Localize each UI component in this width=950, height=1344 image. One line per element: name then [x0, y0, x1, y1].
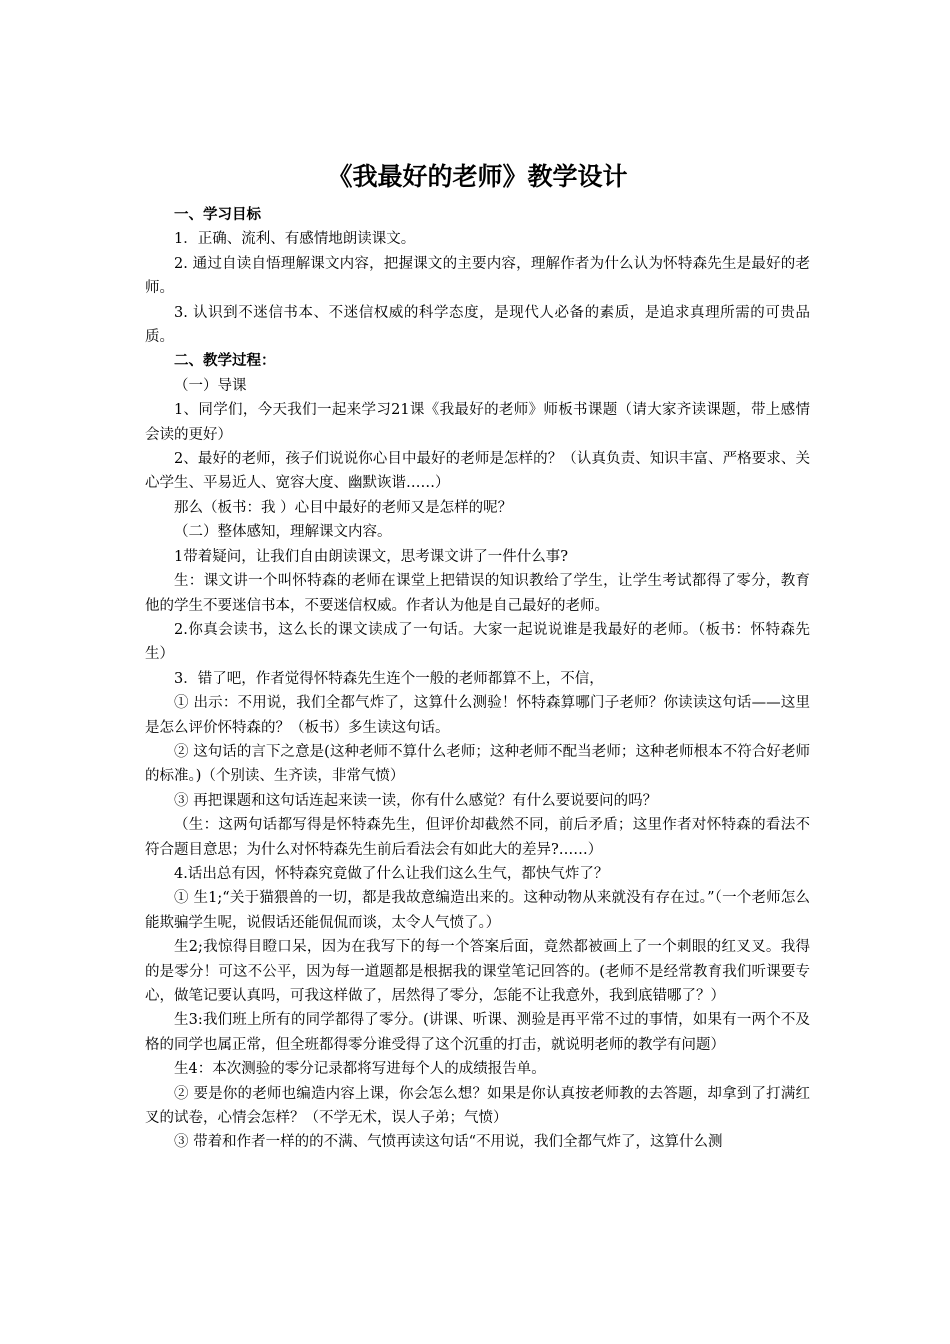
paragraph: 3. 认识到不迷信书本、不迷信权威的科学态度，是现代人必备的素质，是追求真理所需的可贵品质。: [145, 304, 810, 346]
paragraph: 3．错了吧，作者觉得怀特森先生连个一般的老师都算不上，不信，: [174, 670, 604, 687]
paragraph: ① 生1;“关于猫猥兽的一切，都是我故意编造出来的。这种动物从来就没有存在过。”（一个老师怎么能欺骗学生呢，说假话还能侃侃而谈，太令人气愤了。）: [145, 890, 810, 931]
paragraph: ③ 带着和作者一样的的不满、气愤再读这句话“不用说，我们全都气炸了，这算什么测: [174, 1134, 723, 1151]
paragraph: （一）导课: [174, 377, 247, 394]
paragraph: 1．正确、流利、有感情地朗读课文。: [174, 231, 416, 248]
document-title: 《我最好的老师》教学设计: [327, 162, 628, 191]
paragraph: 2、最好的老师，孩子们说说你心目中最好的老师是怎样的？（认真负责、知识丰富、严格要求、关心学生、平易近人、宽容大度、幽默诙谐……）: [145, 451, 810, 492]
paragraph: ② 要是你的老师也编造内容上课，你会怎么想？如果是你认真按老师教的去答题，却拿到了打满红叉的试卷，心情会怎样？（不学无术，误人子弟；气愤）: [145, 1085, 810, 1127]
paragraph: 生：课文讲一个叫怀特森的老师在课堂上把错误的知识教给了学生，让学生考试都得了零分，教育他的学生不要迷信书本，不要迷信权威。作者认为他是自己最好的老师。: [145, 573, 810, 614]
paragraph: 生2;我惊得目瞪口呆，因为在我写下的每一个答案后面，竟然都被画上了一个刺眼的红叉叉。我得的是零分！可这不公平，因为每一道题都是根据我的课堂笔记回答的。(老师不是经常教育我们听课要专心，做笔记要认真吗，可我这样做了，居然得了零分，怎能不让我意外，我到底错哪了？）: [145, 939, 810, 1004]
document-page: [145, 155, 810, 1155]
paragraph: ① 出示：不用说，我们全都气炸了，这算什么测验！怀特森算哪门子老师？你读读这句话——这里是怎么评价怀特森的？（板书）多生读这句话。: [145, 695, 810, 736]
paragraph: （生：这两句话都写得是怀特森先生，但评价却截然不同，前后矛盾；这里作者对怀特森的看法不符合题目意思；为什么对怀特森先生前后看法会有如此大的差异?……）: [145, 817, 810, 858]
paragraph: 生3:我们班上所有的同学都得了零分。(讲课、听课、测验是再平常不过的事情，如果有一两个不及格的同学也属正常，但全班都得零分谁受得了这个沉重的打击，就说明老师的教学有问题）: [145, 1012, 810, 1053]
section-heading: 二、教学过程：: [174, 352, 276, 370]
section-heading: 一、学习目标: [174, 206, 261, 223]
paragraph: 1、同学们，今天我们一起来学习21课《我最好的老师》师板书课题（请大家齐读课题，带上感情会读的更好）: [145, 402, 810, 443]
paragraph: 2.你真会读书，这么长的课文读成了一句话。大家一起说说谁是我最好的老师。（板书：怀特森先生）: [145, 621, 810, 663]
paragraph: ② 这句话的言下之意是(这种老师不算什么老师；这种老师不配当老师；这种老师根本不符合好老师的标准。)（个别读、生齐读，非常气愤）: [145, 743, 810, 785]
paragraph: 4.话出总有因，怀特森究竟做了什么让我们这么生气，都快气炸了？: [174, 865, 609, 882]
paragraph: 1带着疑问，让我们自由朗读课文，思考课文讲了一件什么事?: [174, 548, 568, 565]
paragraph: （二）整体感知，理解课文内容。: [174, 524, 392, 541]
paragraph: 生4：本次测验的零分记录都将写进每个人的成绩报告单。: [174, 1061, 546, 1078]
paragraph: 那么（板书：我 ）心目中最好的老师又是怎样的呢？: [174, 499, 513, 516]
document-body: [145, 203, 810, 1155]
paragraph: 2. 通过自读自悟理解课文内容，把握课文的主要内容，理解作者为什么认为怀特森先生是最好的老师。: [145, 255, 810, 297]
paragraph: ③ 再把课题和这句话连起来读一读，你有什么感觉？有什么要说要问的吗？: [174, 792, 658, 809]
